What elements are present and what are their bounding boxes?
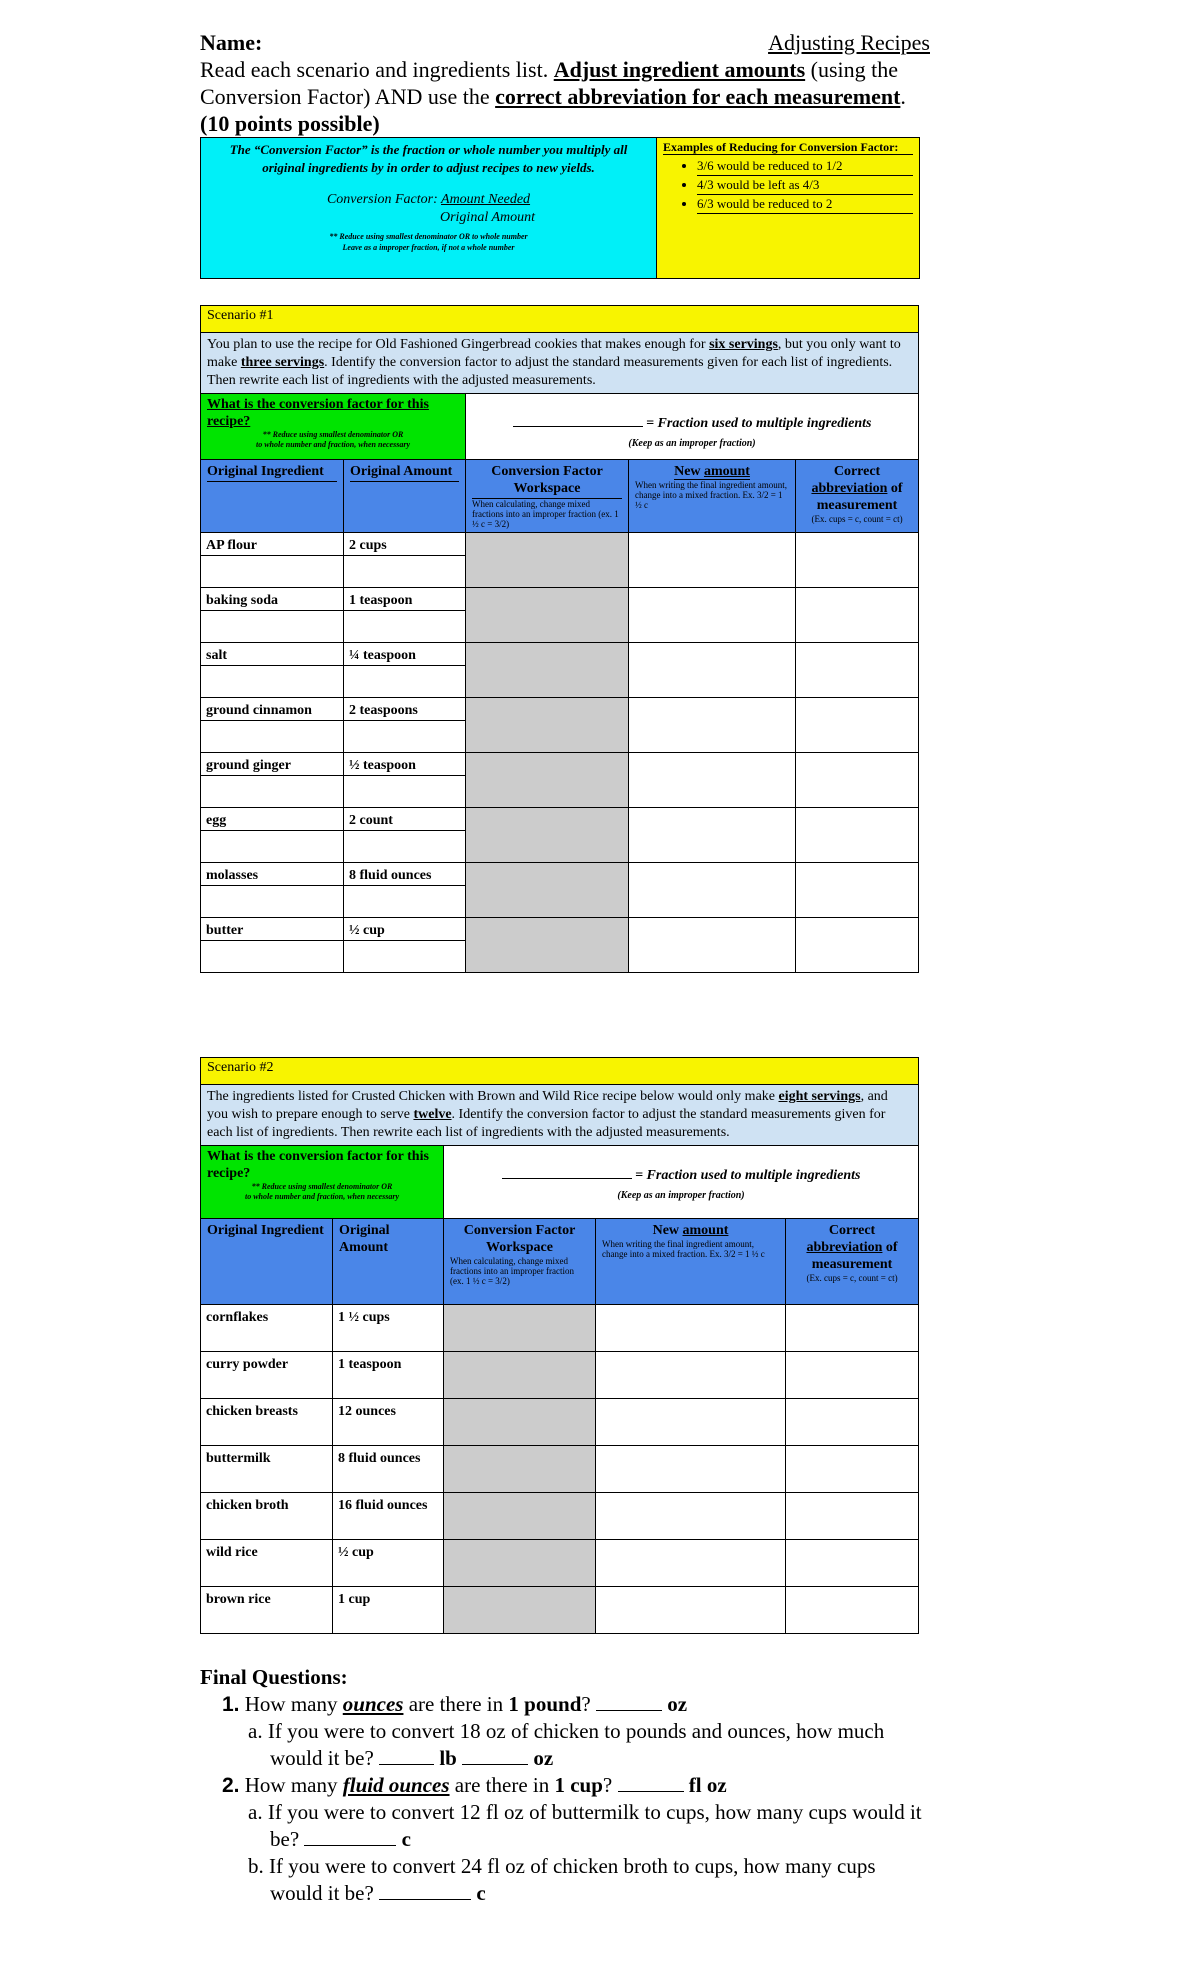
q-text: If you were to convert 12 fl oz of buttermilk to cups, how many cups would it be? — [267, 1800, 922, 1851]
workspace-cell[interactable] — [444, 1587, 596, 1634]
conversion-factor-question — [201, 394, 466, 460]
new-amount-cell[interactable] — [629, 698, 796, 753]
header-abbreviation — [796, 460, 919, 533]
workspace-cell[interactable] — [466, 808, 629, 863]
ingredient-cell-text: buttermilk — [206, 1451, 271, 1466]
ingredient-row — [201, 533, 919, 588]
workspace-cell[interactable] — [444, 1352, 596, 1399]
question-text: What is the conversion factor for this recipe? — [207, 397, 429, 429]
amount-cell — [344, 643, 466, 698]
ingredient-row — [201, 753, 919, 808]
unit-label: lb — [439, 1746, 457, 1770]
ingredient-row — [201, 643, 919, 698]
example-item: • 3/6 would be reduced to 1/2 — [697, 157, 913, 176]
question-number: 2. — [222, 1774, 240, 1797]
workspace-cell[interactable] — [444, 1446, 596, 1493]
answer-blank[interactable] — [304, 1845, 396, 1846]
name-label: Name: — [200, 30, 263, 55]
amount-cell-text: ½ teaspoon — [344, 753, 465, 776]
new-amount-cell[interactable] — [629, 588, 796, 643]
desc-text: . Identify the conversion factor to adjust the standard measurements given for each list of ingredients. Then rewrite each list of ingredients with the adjusted measurements. — [207, 355, 893, 388]
question-note: ** Reduce using smallest denominator OR — [251, 1182, 393, 1191]
ingredient-row — [201, 1399, 919, 1446]
q-text: How many — [244, 1773, 343, 1797]
intro-text: . — [900, 84, 906, 109]
desc-emphasis: three servings — [240, 355, 325, 370]
new-amount-cell[interactable] — [596, 1540, 786, 1587]
unit-label: c — [476, 1881, 486, 1905]
desc-emphasis: twelve — [413, 1107, 452, 1122]
ingredient-cell — [201, 1399, 333, 1446]
new-amount-cell[interactable] — [596, 1305, 786, 1352]
desc-text: , but you only want to make — [207, 337, 901, 370]
worksheet-page — [200, 30, 930, 1907]
abbreviation-cell[interactable] — [796, 588, 919, 643]
header-note: When writing the final ingredient amount, change into a mixed fraction. Ex. 3/2 = 1 ½ c — [602, 1239, 765, 1259]
header-label: Conversion Factor Workspace — [472, 463, 622, 499]
abbreviation-cell[interactable] — [786, 1540, 919, 1587]
scenario-2-title: Scenario #2 — [201, 1058, 919, 1085]
amount-cell-text: 1 teaspoon — [338, 1357, 402, 1372]
amount-cell — [344, 698, 466, 753]
question-2 — [200, 1772, 930, 1799]
unit-label: c — [401, 1827, 411, 1851]
ingredient-cell-text: wild rice — [206, 1545, 258, 1560]
header-label: Original Ingredient — [207, 1223, 324, 1238]
q-text: If you were to convert 24 fl oz of chicken broth to cups, how many cups would it be? — [269, 1854, 876, 1905]
ingredient-cell — [201, 1305, 333, 1352]
new-amount-cell[interactable] — [629, 753, 796, 808]
abbreviation-cell[interactable] — [796, 808, 919, 863]
amount-cell — [333, 1587, 444, 1634]
header-label: Correct — [833, 464, 881, 479]
amount-cell — [344, 588, 466, 643]
workspace-cell[interactable] — [466, 698, 629, 753]
workspace-cell[interactable] — [444, 1493, 596, 1540]
desc-text: . Identify the conversion factor to adjust the standard measurements given for each list of ingredients. Then rewrite each list of ingredients with the adjusted measurements. — [207, 1107, 886, 1140]
answer-blank[interactable] — [618, 1791, 684, 1792]
header-abbreviation — [786, 1219, 919, 1305]
improper-note: Leave as a improper fraction, if not a whole number — [342, 243, 515, 252]
intro-text: Read each scenario and ingredients list. — [200, 57, 554, 82]
header-label: of measurement — [816, 481, 903, 513]
ingredient-row — [201, 1540, 919, 1587]
amount-cell-text: ½ cup — [344, 918, 465, 941]
answer-blank[interactable] — [513, 426, 643, 427]
workspace-cell[interactable] — [444, 1399, 596, 1446]
new-amount-cell[interactable] — [596, 1399, 786, 1446]
conversion-factor-info — [200, 137, 920, 279]
unit-label: oz — [667, 1692, 688, 1716]
abbreviation-cell[interactable] — [786, 1587, 919, 1634]
amount-cell-text: 1 ½ cups — [338, 1310, 390, 1325]
fraction-label: = Fraction used to multiple ingredients — [631, 1168, 861, 1183]
workspace-cell[interactable] — [444, 1540, 596, 1587]
header-workspace — [466, 460, 629, 533]
header-label: Correct — [828, 1223, 876, 1238]
ingredient-cell — [201, 1587, 333, 1634]
header-label: Conversion Factor Workspace — [463, 1223, 576, 1255]
workspace-cell[interactable] — [466, 918, 629, 973]
abbreviation-cell[interactable] — [786, 1446, 919, 1493]
abbreviation-cell[interactable] — [796, 643, 919, 698]
ingredient-cell — [201, 1493, 333, 1540]
amount-cell-text: 2 cups — [344, 533, 465, 556]
ingredient-cell-text: brown rice — [206, 1592, 271, 1607]
abbreviation-cell[interactable] — [796, 918, 919, 973]
ingredient-cell — [201, 1352, 333, 1399]
formula-numerator: Amount Needed — [441, 192, 531, 207]
ingredient-row — [201, 1305, 919, 1352]
scenario-1-description — [201, 333, 919, 394]
header-workspace — [444, 1219, 596, 1305]
fraction-label: = Fraction used to multiple ingredients — [642, 416, 872, 431]
question-note: to whole number and fraction, when necessary — [244, 1192, 399, 1201]
amount-cell — [333, 1352, 444, 1399]
abbreviation-cell[interactable] — [796, 533, 919, 588]
q-text: If you were to convert 18 oz of chicken to pounds and ounces, how much would it be? — [267, 1719, 885, 1770]
header-label: Original Ingredient — [207, 463, 337, 482]
intro-text: (using the Conversion Factor) AND use the — [200, 57, 899, 109]
header-original-ingredient — [201, 460, 344, 533]
amount-cell — [344, 863, 466, 918]
header-note: When writing the final ingredient amount, change into a mixed fraction. Ex. 3/2 = 1 ½ c — [635, 480, 787, 510]
question-2b — [200, 1853, 930, 1907]
amount-cell-text: 16 fluid ounces — [338, 1498, 428, 1513]
amount-cell-text: 1 cup — [338, 1592, 371, 1607]
ingredient-row — [201, 588, 919, 643]
ingredient-cell-text: chicken breasts — [206, 1404, 298, 1419]
q-text: ? — [581, 1692, 591, 1716]
workspace-cell[interactable] — [466, 533, 629, 588]
unit-label: fl oz — [688, 1773, 727, 1797]
header — [200, 30, 930, 56]
abbreviation-cell[interactable] — [786, 1305, 919, 1352]
ingredient-row — [201, 863, 919, 918]
amount-cell — [333, 1399, 444, 1446]
answer-blank[interactable] — [596, 1710, 662, 1711]
amount-cell — [333, 1540, 444, 1587]
example-item: • 6/3 would be reduced to 2 — [697, 195, 913, 214]
definition-box — [201, 138, 657, 278]
ingredient-cell-text: molasses — [201, 863, 343, 886]
example-item: • 4/3 would be left as 4/3 — [697, 176, 913, 195]
ingredient-cell-text: butter — [201, 918, 343, 941]
new-amount-cell[interactable] — [596, 1587, 786, 1634]
ingredient-cell — [201, 863, 344, 918]
ingredient-cell-text: baking soda — [201, 588, 343, 611]
amount-cell-text: 2 count — [344, 808, 465, 831]
definition-text: The “Conversion Factor” is the fraction or whole number you multiply all original ingredients by in order to adjust recipes to new yields. — [229, 142, 628, 175]
q-emphasis: fluid ounces — [342, 1773, 450, 1797]
ingredient-cell — [201, 1446, 333, 1493]
ingredient-cell-text: chicken broth — [206, 1498, 289, 1513]
question-note: ** Reduce using smallest denominator OR — [262, 430, 404, 439]
abbreviation-cell[interactable] — [786, 1399, 919, 1446]
ingredient-row — [201, 808, 919, 863]
ingredient-row — [201, 1352, 919, 1399]
question-note: to whole number and fraction, when necessary — [255, 440, 410, 449]
ingredient-row — [201, 1446, 919, 1493]
header-note: When calculating, change mixed fractions into an improper fraction (ex. 1 ½ c = 3/2) — [450, 1256, 574, 1286]
new-amount-cell[interactable] — [629, 533, 796, 588]
sub-letter: a. — [248, 1800, 263, 1824]
conversion-formula — [201, 191, 656, 227]
ingredient-cell-text: egg — [201, 808, 343, 831]
header-label: Original Amount — [339, 1223, 390, 1255]
sub-letter: b. — [248, 1854, 264, 1878]
header-label: amount — [704, 464, 750, 479]
scenario-2-description — [201, 1085, 919, 1146]
q-emphasis: 1 pound — [508, 1692, 582, 1716]
abbreviation-cell[interactable] — [796, 863, 919, 918]
amount-cell-text: 1 teaspoon — [344, 588, 465, 611]
question-number: 1. — [222, 1693, 240, 1716]
header-label: amount — [682, 1223, 729, 1238]
header-note: (Ex. cups = c, count = ct) — [811, 514, 903, 524]
intro-emphasis: correct abbreviation for each measurement — [495, 84, 901, 109]
amount-cell-text: ½ cup — [338, 1545, 374, 1560]
ingredient-cell — [201, 808, 344, 863]
header-original-amount — [333, 1219, 444, 1305]
workspace-cell[interactable] — [444, 1305, 596, 1352]
header-label: New — [652, 1223, 683, 1238]
amount-cell — [333, 1446, 444, 1493]
abbreviation-cell[interactable] — [796, 753, 919, 808]
final-questions — [200, 1664, 930, 1907]
ingredient-cell-text: curry powder — [206, 1357, 289, 1372]
formula-label: Conversion Factor: — [326, 192, 442, 207]
amount-cell-text: 8 fluid ounces — [344, 863, 465, 886]
q-text: are there in — [449, 1773, 555, 1797]
abbreviation-cell[interactable] — [786, 1352, 919, 1399]
q-text: How many — [244, 1692, 343, 1716]
ingredient-cell — [201, 1540, 333, 1587]
scenario-2-table — [200, 1057, 919, 1634]
ingredient-cell — [201, 588, 344, 643]
ingredient-cell — [201, 533, 344, 588]
answer-blank[interactable] — [379, 1764, 434, 1765]
answer-blank[interactable] — [462, 1764, 528, 1765]
answer-blank[interactable] — [502, 1178, 632, 1179]
ingredient-cell-text: ground ginger — [201, 753, 343, 776]
sub-letter: a. — [248, 1719, 263, 1743]
ingredient-cell — [201, 643, 344, 698]
workspace-cell[interactable] — [466, 643, 629, 698]
header-new-amount — [596, 1219, 786, 1305]
header-label: New — [674, 464, 705, 479]
header-original-ingredient — [201, 1219, 333, 1305]
ingredient-row — [201, 698, 919, 753]
ingredient-cell-text: cornflakes — [206, 1310, 269, 1325]
amount-cell-text: 8 fluid ounces — [338, 1451, 421, 1466]
header-original-amount — [344, 460, 466, 533]
new-amount-cell[interactable] — [596, 1493, 786, 1540]
ingredient-row — [201, 1587, 919, 1634]
amount-cell-text: ¼ teaspoon — [344, 643, 465, 666]
amount-cell — [344, 533, 466, 588]
workspace-cell[interactable] — [466, 863, 629, 918]
answer-blank[interactable] — [379, 1899, 471, 1900]
amount-cell — [333, 1305, 444, 1352]
workspace-cell[interactable] — [466, 588, 629, 643]
amount-cell-text: 12 ounces — [338, 1404, 396, 1419]
question-1 — [200, 1691, 930, 1718]
fraction-note: (Keep as an improper fraction) — [628, 438, 756, 449]
desc-emphasis: six servings — [709, 337, 778, 352]
worksheet-title: Adjusting Recipes — [768, 30, 930, 55]
new-amount-cell[interactable] — [629, 918, 796, 973]
reduce-note: ** Reduce using smallest denominator OR to whole number — [329, 232, 528, 241]
ingredient-cell — [201, 753, 344, 808]
ingredient-cell-text: ground cinnamon — [201, 698, 343, 721]
ingredient-cell — [201, 698, 344, 753]
question-2a — [200, 1799, 930, 1853]
desc-text: The ingredients listed for Crusted Chicken with Brown and Wild Rice recipe below would only make — [207, 1089, 779, 1104]
question-text: What is the conversion factor for this recipe? — [207, 1149, 429, 1181]
header-label: abbreviation — [811, 481, 888, 496]
amount-cell — [344, 918, 466, 973]
points-possible: (10 points possible) — [200, 111, 380, 136]
examples-box — [657, 138, 919, 278]
fraction-note: (Keep as an improper fraction) — [617, 1190, 745, 1201]
intro-emphasis: Adjust ingredient amounts — [553, 57, 806, 82]
instructions — [200, 56, 940, 137]
final-questions-heading: Final Questions: — [200, 1665, 348, 1689]
header-label: of measurement — [811, 1240, 898, 1272]
new-amount-cell[interactable] — [596, 1446, 786, 1493]
ingredient-row — [201, 1493, 919, 1540]
q-text: ? — [602, 1773, 613, 1797]
amount-cell-text: 2 teaspoons — [344, 698, 465, 721]
new-amount-cell[interactable] — [629, 643, 796, 698]
new-amount-cell[interactable] — [629, 808, 796, 863]
examples-title: Examples of Reducing for Conversion Factor: — [663, 140, 913, 155]
amount-cell — [333, 1493, 444, 1540]
ingredient-cell-text: salt — [201, 643, 343, 666]
header-new-amount — [629, 460, 796, 533]
scenario-1-title: Scenario #1 — [201, 306, 919, 333]
unit-label: oz — [533, 1746, 554, 1770]
desc-text: You plan to use the recipe for Old Fashioned Gingerbread cookies that makes enough for — [207, 337, 710, 352]
conversion-factor-answer[interactable] — [444, 1146, 919, 1219]
new-amount-cell[interactable] — [629, 863, 796, 918]
formula-denominator: Original Amount — [439, 210, 536, 225]
ingredient-cell — [201, 918, 344, 973]
scenario-1-table — [200, 305, 919, 973]
conversion-factor-answer[interactable] — [466, 394, 919, 460]
desc-emphasis: eight servings — [778, 1089, 861, 1104]
header-note: When calculating, change mixed fractions into an improper fraction (ex. 1 ½ c = 3/2) — [472, 499, 619, 529]
question-1a — [200, 1718, 930, 1772]
header-note: (Ex. cups = c, count = ct) — [806, 1273, 898, 1283]
abbreviation-cell[interactable] — [786, 1493, 919, 1540]
workspace-cell[interactable] — [466, 753, 629, 808]
amount-cell — [344, 753, 466, 808]
new-amount-cell[interactable] — [596, 1352, 786, 1399]
header-label: Original Amount — [350, 463, 459, 482]
q-emphasis: ounces — [342, 1692, 404, 1716]
abbreviation-cell[interactable] — [796, 698, 919, 753]
amount-cell — [344, 808, 466, 863]
ingredient-row — [201, 918, 919, 973]
conversion-factor-question — [201, 1146, 444, 1219]
q-emphasis: 1 cup — [554, 1773, 603, 1797]
ingredient-cell-text: AP flour — [201, 533, 343, 556]
q-text: are there in — [403, 1692, 509, 1716]
desc-text: , and you wish to prepare enough to serve — [207, 1089, 888, 1122]
header-label: abbreviation — [806, 1240, 883, 1255]
